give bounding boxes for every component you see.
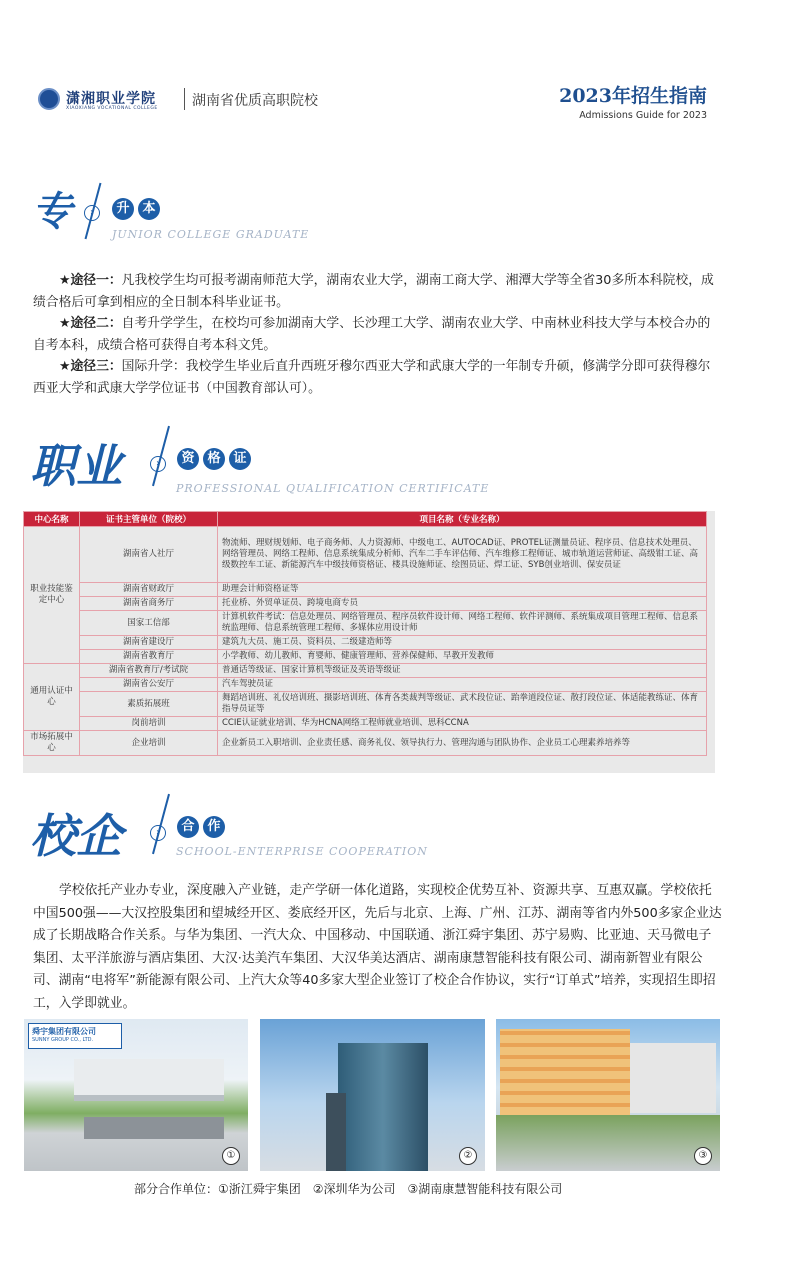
company-sign-text: 舜宇集团有限公司	[32, 1027, 96, 1036]
path-label: ★途径二：	[59, 316, 122, 331]
cert-title-big: 职业	[30, 439, 122, 493]
photo-sunny-group	[24, 1019, 248, 1171]
guide-title: 2023年招生指南	[559, 85, 707, 107]
cert-title-char-3: 证	[229, 448, 251, 470]
path-text: 国际升学：我校学生毕业后直升西班牙穆尔西亚大学和武康大学的一年制专升硕，修满学分即可获得穆尔西亚大学和武康大学学位证书（中国教育部认可）。	[33, 359, 711, 396]
items: CCIE认证就业培训、华为HCNA网络工程师就业培训、思科CCNA	[218, 717, 707, 731]
unit-name: 湖南省商务厅	[80, 597, 218, 611]
coop-title-char-1: 合	[177, 816, 199, 838]
unit-name: 湖南省教育厅	[80, 650, 218, 664]
upgrade-paths	[33, 270, 723, 399]
center-name: 职业技能鉴定中心	[24, 527, 80, 664]
path-text: 自考升学学生，在校均可参加湖南大学、长沙理工大学、湖南农业大学、中南林业科技大学与本校合办的自考本科，成绩合格可获得自考本科文凭。	[33, 316, 711, 353]
school-name-en: XIAOXIANG VOCATIONAL COLLEGE	[66, 106, 158, 111]
tower-image	[338, 1043, 428, 1171]
items: 助理会计师资格证等	[218, 583, 707, 597]
col-header-unit: 证书主管单位（院校）	[80, 512, 218, 527]
items: 物流师、理财规划师、电子商务师、人力资源师、中级电工、AUTOCAD证、PROTEL证测量员证、程序员、信息技术处理员、网络管理员、网络工程师、信息系统集成分析师、汽车二手车评估师、汽车维修工程师证、城市轨道运营师证、高级钳工证、高级数控车工证、新能源汽车中级技师资格证、楼具设施师证、绘图员证、焊工证、SYB创业培训、保安员证	[218, 527, 707, 583]
unit-name: 湖南省建设厅	[80, 636, 218, 650]
table-row	[24, 611, 707, 636]
building-image	[500, 1029, 630, 1115]
photo-huawei	[260, 1019, 485, 1171]
company-sign-en: SUNNY GROUP CO., LTD.	[32, 1037, 94, 1043]
col-header-center: 中心名称	[24, 512, 80, 527]
school-logo-icon	[38, 88, 60, 110]
header-divider	[184, 88, 185, 110]
items: 计算机软件考试：信息处理员、网络管理员、程序员软件设计师、网络工程师、软件评测师、系统集成项目管理工程师、信息系统监理师、信息系统管理工程师、多媒体应用设计师	[218, 611, 707, 636]
coop-title-char-2: 作	[203, 816, 225, 838]
guide-subtitle: Admissions Guide for 2023	[579, 110, 707, 121]
chevron-right-icon: ›	[150, 825, 166, 841]
table-row	[24, 650, 707, 664]
photo-kanghui	[496, 1019, 720, 1171]
upgrade-path-1	[33, 270, 723, 313]
photo-caption: 部分合作单位：①浙江舜宇集团 ②深圳华为公司 ③湖南康慧智能科技有限公司	[134, 1182, 563, 1196]
table-row	[24, 583, 707, 597]
table-row	[24, 664, 707, 678]
table-row	[24, 692, 707, 717]
upgrade-path-3	[33, 356, 723, 399]
unit-name: 湖南省人社厅	[80, 527, 218, 583]
unit-name: 岗前培训	[80, 717, 218, 731]
items: 托业桥、外贸单证员、跨境电商专员	[218, 597, 707, 611]
coop-title-en: SCHOOL-ENTERPRISE COOPERATION	[176, 845, 428, 858]
items: 舞蹈培训班、礼仪培训班、摄影培训班、体育各类裁判等级证、武术段位证、跆拳道段位证、散打段位证、体适能教练证、体育指导员证等	[218, 692, 707, 717]
tower-side-image	[326, 1093, 346, 1171]
school-name: 潇湘职业学院	[66, 91, 156, 107]
cert-table	[23, 511, 707, 756]
building-image	[74, 1059, 224, 1101]
gate-image	[84, 1117, 224, 1139]
chevron-right-icon: ›	[150, 456, 166, 472]
upgrade-title-char-1: 升	[112, 198, 134, 220]
table-row	[24, 731, 707, 756]
items: 小学教师、幼儿教师、育婴师、健康管理师、营养保健师、早教开发教师	[218, 650, 707, 664]
items: 普通话等级证、国家计算机等级证及英语等级证	[218, 664, 707, 678]
unit-name: 湖南省财政厅	[80, 583, 218, 597]
ground-image	[496, 1115, 720, 1171]
photo-number: ①	[222, 1147, 240, 1165]
upgrade-path-2	[33, 313, 723, 356]
col-header-items: 项目名称（专业名称）	[218, 512, 707, 527]
unit-name: 素质拓展班	[80, 692, 218, 717]
items: 建筑九大员、施工员、资料员、二级建造师等	[218, 636, 707, 650]
unit-name: 湖南省公安厅	[80, 678, 218, 692]
table-row	[24, 636, 707, 650]
coop-title-slash	[152, 794, 170, 854]
table-row	[24, 717, 707, 731]
coop-paragraph: 学校依托产业办专业，深度融入产业链，走产学研一体化道路，实现校企优势互补、资源共享、互惠双赢。学校依托中国500强——大汉控股集团和望城经开区、娄底经开区，先后与北京、上海、广州、江苏、湖南等省内外500多家企业达成了长期战略合作关系。与华为集团、一汽大众、中国移动、中国联通、浙江舜宇集团、苏宁易购、比亚迪、天马微电子集团、太平洋旅游与酒店集团、大汉·达美汽车集团、大汉华美达酒店、湖南康慧智能科技有限公司、湖南新智业有限公司、湖南“电将军”新能源有限公司、上汽大众等40多家大型企业签订了校企合作协议，实行“订单式”培养，实现招生即招工，入学即就业。	[33, 883, 722, 1011]
chevron-right-icon: ›	[84, 205, 100, 221]
company-sign	[28, 1023, 122, 1049]
building-wing-image	[630, 1043, 716, 1113]
photo-number: ②	[459, 1147, 477, 1165]
upgrade-title-big: 专	[32, 188, 72, 235]
photo-number: ③	[694, 1147, 712, 1165]
unit-name: 企业培训	[80, 731, 218, 756]
path-label: ★途径一：	[59, 273, 122, 288]
cert-title-en: PROFESSIONAL QUALIFICATION CERTIFICATE	[176, 482, 490, 495]
table-header-row	[24, 512, 707, 527]
items: 汽车驾驶员证	[218, 678, 707, 692]
table-row	[24, 678, 707, 692]
cert-title-char-2: 格	[203, 448, 225, 470]
cert-title-char-1: 资	[177, 448, 199, 470]
unit-name: 湖南省教育厅/考试院	[80, 664, 218, 678]
table-row	[24, 597, 707, 611]
table-row	[24, 527, 707, 583]
path-label: ★途径三：	[59, 359, 122, 374]
path-text: 凡我校学生均可报考湖南师范大学，湖南农业大学，湖南工商大学、湘潭大学等全省30多所本科院校，成绩合格后可拿到相应的全日制本科毕业证书。	[33, 273, 714, 310]
upgrade-title-en: JUNIOR COLLEGE GRADUATE	[112, 228, 310, 241]
coop-title-big: 校企	[30, 809, 122, 863]
upgrade-title-char-2: 本	[138, 198, 160, 220]
center-name: 通用认证中心	[24, 664, 80, 731]
unit-name: 国家工信部	[80, 611, 218, 636]
school-tagline: 湖南省优质高职院校	[192, 93, 318, 109]
center-name: 市场拓展中心	[24, 731, 80, 756]
items: 企业新员工入职培训、企业责任感、商务礼仪、领导执行力、管理沟通与团队协作、企业员工心理素养培养等	[218, 731, 707, 756]
